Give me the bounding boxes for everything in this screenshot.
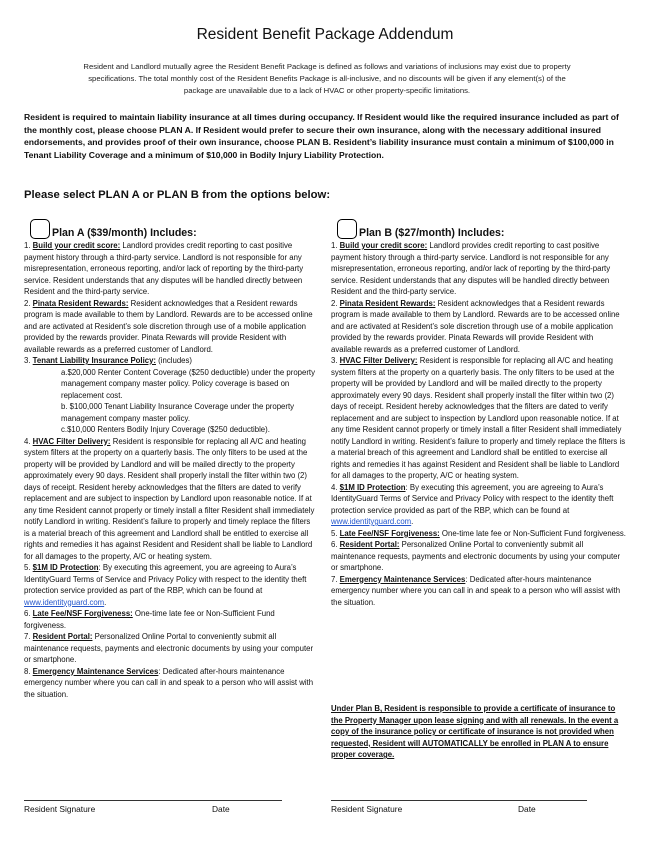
item-title: Emergency Maintenance Services	[32, 666, 159, 676]
plan-a-header	[24, 219, 316, 239]
item-number: 7.	[331, 574, 340, 584]
plan-a-item-insurance	[24, 355, 316, 367]
identityguard-link[interactable]: www.identityguard.com	[24, 597, 105, 607]
item-title: Pinata Resident Rewards:	[339, 298, 436, 308]
item-title: HVAC Filter Delivery:	[32, 436, 111, 446]
item-text: : By executing this agreement, you are agreeing to Aura’s IdentityGuard Terms of Service and Privacy Policy with respect to the identity theft protection service provided as part of the RBP, which can be found at	[331, 482, 614, 515]
item-number: 5.	[24, 563, 33, 572]
plan-b-insurance-note: Under Plan B, Resident is responsible to provide a certificate of insurance to the Property Manager upon lease signing and with all renewals. In the event a copy of the insurance policy or certificate of insurance is not provided when requested, Resident will AUTOMATICALLY be enrolled in PLAN A to ensure proper coverage.	[331, 704, 619, 759]
plan-b-item-id-protection	[331, 482, 626, 528]
item-title: Build your credit score:	[32, 241, 121, 250]
item-title: Pinata Resident Rewards:	[32, 298, 129, 308]
item-number: 7.	[24, 632, 33, 641]
plan-a-item-portal	[24, 631, 316, 666]
plan-a-item-hvac	[24, 436, 316, 563]
plan-a-item-id-protection	[24, 562, 316, 608]
item-text: Personalized Online Portal to conveniently submit all maintenance requests, payments and electronic documents by using your computer or smartphone.	[24, 632, 314, 664]
plan-a-section	[24, 219, 316, 700]
plan-b-item-portal	[331, 539, 626, 574]
plan-b-heading: Plan B ($27/month) Includes:	[359, 227, 505, 239]
plan-b-header	[331, 219, 626, 239]
plan-b-item-emergency	[331, 574, 626, 609]
item-number: 1.	[24, 241, 33, 250]
plan-b-item-credit	[331, 240, 626, 298]
item-text: : Dedicated after-hours maintenance emergency number where you can call in and speak to a person who will assist with the situation.	[331, 574, 621, 607]
item-number: 4.	[24, 436, 33, 446]
item-text: (includes)	[156, 356, 192, 365]
item-text: Resident acknowledges that a Resident rewards program is made available to them by Landlord. Rewards are to be accessed online and are activated at Resident’s sole discretion through use of a mobile application provided by the rewards provider. Pinata Rewards will provide Resident with available rewards as a preferred customer of Landlord.	[331, 298, 620, 354]
insurance-sub-item-a: a.$20,000 Renter Content Coverage ($250 deductible) under the property management company master policy. Policy coverage is based on replacement cost.	[61, 367, 316, 400]
item-title: Build your credit score:	[339, 241, 428, 250]
insurance-sub-item-b: b. $100,000 Tenant Liability Insurance Coverage under the property management company master policy.	[61, 402, 295, 423]
item-title: Late Fee/NSF Forgiveness:	[339, 528, 440, 538]
select-prompt: Please select PLAN A or PLAN B from the options below:	[24, 189, 331, 201]
item-text: Resident acknowledges that a Resident rewards program is made available to them by Landlord. Rewards are to be accessed online and are activated at Resident’s sole discretion through use of a mobile application provided by the rewards provider. Pinata Rewards will provide Resident with available rewards as a preferred customer of Landlord.	[24, 298, 313, 354]
plan-b-section	[331, 219, 626, 608]
item-text: One-time late fee or Non-Sufficient Fund forgiveness.	[439, 528, 626, 538]
item-text-end: .	[104, 597, 107, 607]
item-title: Resident Portal:	[339, 540, 400, 549]
plan-b-signature-label: Resident Signature	[331, 804, 403, 814]
item-text: : Dedicated after-hours maintenance emergency number where you can call in and speak to a person who will assist with the situation.	[24, 666, 314, 699]
identityguard-link[interactable]: www.identityguard.com	[331, 517, 412, 526]
plan-a-item-rewards	[24, 298, 316, 356]
insurance-sub-item-c: c.$10,000 Renters Bodily Injury Coverage ($250 deductible).	[61, 425, 270, 434]
plan-b-date-label: Date	[518, 804, 536, 814]
item-title: $1M ID Protection	[339, 482, 406, 492]
plan-b-signature-line[interactable]	[331, 800, 587, 801]
item-title: Emergency Maintenance Services	[339, 574, 466, 584]
item-number: 3.	[331, 356, 340, 365]
item-number: 1.	[331, 241, 340, 250]
item-text-end: .	[411, 517, 414, 526]
plan-a-item-emergency	[24, 666, 316, 701]
item-number: 6.	[331, 540, 340, 549]
plan-a-signature-label: Resident Signature	[24, 804, 96, 814]
item-text: Landlord provides credit reporting to cast positive payment history through a third-party service. Landlord is not responsible for any misrepresentation, erroneous reporting, and/or lack of reporting by the third-party service. Resident understands that any disputes will be handled directly between Resident and the third-party service.	[331, 241, 611, 296]
plan-b-checkbox[interactable]	[337, 219, 357, 239]
item-number: 8.	[24, 666, 33, 676]
plan-a-signature-line[interactable]	[24, 800, 282, 801]
plan-a-heading: Plan A ($39/month) Includes:	[52, 227, 197, 239]
plan-b-item-late-fee	[331, 528, 626, 540]
item-text: One-time late fee or Non-Sufficient Fund forgiveness.	[24, 609, 275, 630]
insurance-sub-items	[24, 367, 316, 436]
plan-a-item-late-fee	[24, 608, 316, 631]
item-text: Personalized Online Portal to conveniently submit all maintenance requests, payments and electronic documents by using your computer or smartphone.	[331, 540, 621, 572]
plan-b-item-rewards	[331, 298, 626, 356]
item-text: Resident is responsible for replacing all A/C and heating system filters at the property on a quarterly basis. The only filters to be used at the property will be provided by Landlord and will be mailed directly to the property approximately every 90 days. Resident shall properly install the filter within two (2) days of receipt. Resident hereby acknowledges that the filters are dated to verify replacement and are subject to inspection by Landlord upon reasonable notice. If at any time Resident cannot properly or timely install a filter Resident shall immediately notify Landlord in writing. Resident’s failure to properly and timely replace the filters is a material breach of this agreement and Landlord shall be entitled to exercise all rights and remedies it has against Resident and Resident shall be liable to Landlord for all damages to the property, A/C or heating system.	[24, 436, 315, 561]
plan-b-item-hvac	[331, 355, 626, 482]
item-text: : By executing this agreement, you are agreeing to Aura’s IdentityGuard Terms of Service and Privacy Policy with respect to the identity theft protection service provided as part of the RBP, which can be found at	[24, 563, 307, 595]
item-number: 6.	[24, 609, 33, 618]
item-number: 3.	[24, 356, 33, 365]
item-number: 2.	[331, 298, 340, 308]
item-title: Tenant Liability Insurance Policy:	[32, 356, 157, 365]
item-number: 5.	[331, 528, 340, 538]
insurance-notice: Resident is required to maintain liability insurance at all times during occupancy. If Resident would like the required insurance included as part of the monthly cost, please choose PLAN A. If Resident would prefer to secure their own insurance, along with the necessary additional insured endorsements, and provides proof of their own insurance, choose PLAN B. Resident’s liability insurance must contain a minimum of $100,000 in Tenant Liability Coverage and a minimum of $10,000 in Bodily Injury Liability Protection.	[24, 112, 619, 160]
item-text: Resident is responsible for replacing all A/C and heating system filters at the property on a quarterly basis. The only filters to be used at the property will be provided by Landlord and will be mailed directly to the property approximately every 90 days. Resident shall properly install the filter within two (2) days of receipt. Resident hereby acknowledges that the filters are dated to verify replacement and are subject to inspection by Landlord upon reasonable notice. If at any time Resident cannot properly or timely install a filter Resident shall immediately notify Landlord in writing. Resident’s failure to properly and timely replace the filters is a material breach of this agreement and Landlord shall be entitled to exercise all rights and remedies it has against Resident and Resident shall be liable to Landlord for all damages to the property, A/C or heating system.	[331, 356, 626, 480]
document-title: Resident Benefit Package Addendum	[196, 26, 454, 43]
item-text: Landlord provides credit reporting to cast positive payment history through a third-party service. Landlord is not responsible for any misrepresentation, erroneous reporting, and/or lack of reporting by the third-party service. Resident understands that any disputes will be handled directly between Resident and the third-party service.	[24, 241, 304, 296]
plan-a-item-credit	[24, 240, 316, 298]
item-title: Resident Portal:	[32, 632, 93, 641]
item-number: 4.	[331, 482, 340, 492]
item-title: HVAC Filter Delivery:	[339, 356, 418, 365]
item-title: Late Fee/NSF Forgiveness:	[32, 609, 133, 618]
intro-paragraph: Resident and Landlord mutually agree the Resident Benefit Package is defined as follows and variations of inclusions may exist due to property specifications. The total monthly cost of the Resident Benefits Package is all-inclusive, and no discounts will be given if any element(s) of the package are unavailable due to a lack of HVAC or other property-specific limitations.	[83, 62, 571, 95]
item-number: 2.	[24, 298, 33, 308]
plan-a-date-label: Date	[212, 804, 230, 814]
item-title: $1M ID Protection	[32, 563, 99, 572]
plan-a-checkbox[interactable]	[30, 219, 50, 239]
